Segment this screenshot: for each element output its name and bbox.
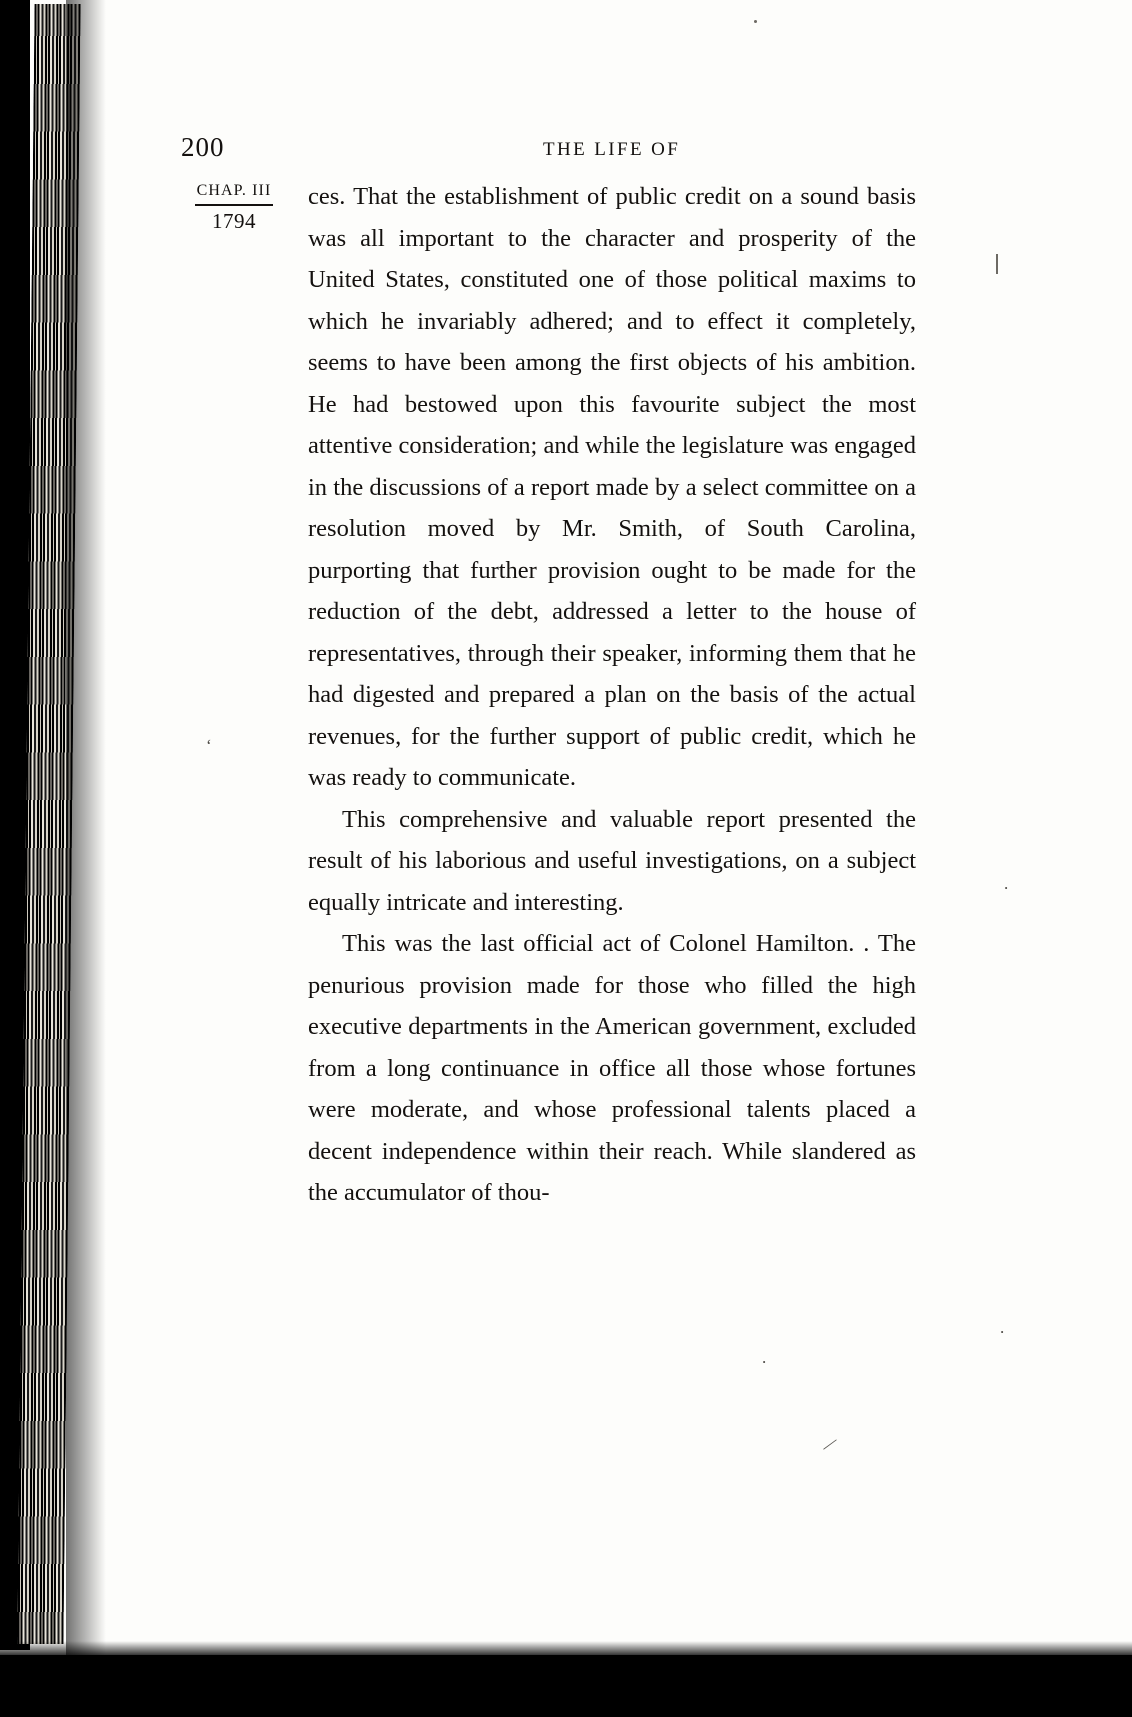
paragraph-2: This comprehensive and valuable report presented the result of his laborious and useful investigations, on a subject equally intricate and interesting. [308, 805, 916, 916]
scan-gutter-fade [66, 0, 106, 1660]
running-head: THE LIFE OF [543, 139, 681, 160]
scan-mark-dot-right-lower: . [1000, 1318, 1005, 1337]
body-text-column [308, 176, 916, 1214]
scan-bottom-shadow [0, 1655, 1132, 1717]
scan-mark-bar [996, 254, 998, 274]
margin-note [186, 182, 282, 234]
margin-divider [195, 204, 273, 206]
paragraph-3: This was the last official act of Colonel Hamilton. . The penurious provision made for those who filled the high executive departments in the American government, excluded from a long continuance in office all those whose fortunes were moderate, and whose professional talents placed a decent independence within their reach. While slandered as the accumulator of thou- [308, 930, 916, 1206]
scan-mark-dot-right-upper: . [1004, 874, 1009, 893]
margin-chapter-label: CHAP. III [196, 182, 272, 199]
scan-speck-top [754, 20, 757, 23]
scan-mark-slash: ⁄ [824, 1434, 835, 1457]
margin-year: 1794 [212, 209, 256, 233]
scan-mark-dot-bottom: . [762, 1348, 767, 1367]
page-number: 200 [181, 132, 225, 162]
paragraph-1: ces. That the establishment of public credit on a sound basis was all important to the character and prosperity of the United States, constituted one of those political maxims to which he invariably adhered; and to effect it completely, seems to have been among the first objects of his ambition. He had bestowed upon this favourite subject the most attentive consideration; and while the legislature was engaged in the discussions of a report made by a select committee on a resolution moved by Mr. Smith, of South Carolina, purporting that further provision ought to be made for the reduction of the debt, addressed a letter to the house of representatives, through their speaker, informing them that he had digested and prepared a plan on the basis of the actual revenues, for the further support of public credit, which he was ready to communicate. [308, 183, 916, 791]
scan-mark-quote: ‘ [206, 736, 212, 755]
